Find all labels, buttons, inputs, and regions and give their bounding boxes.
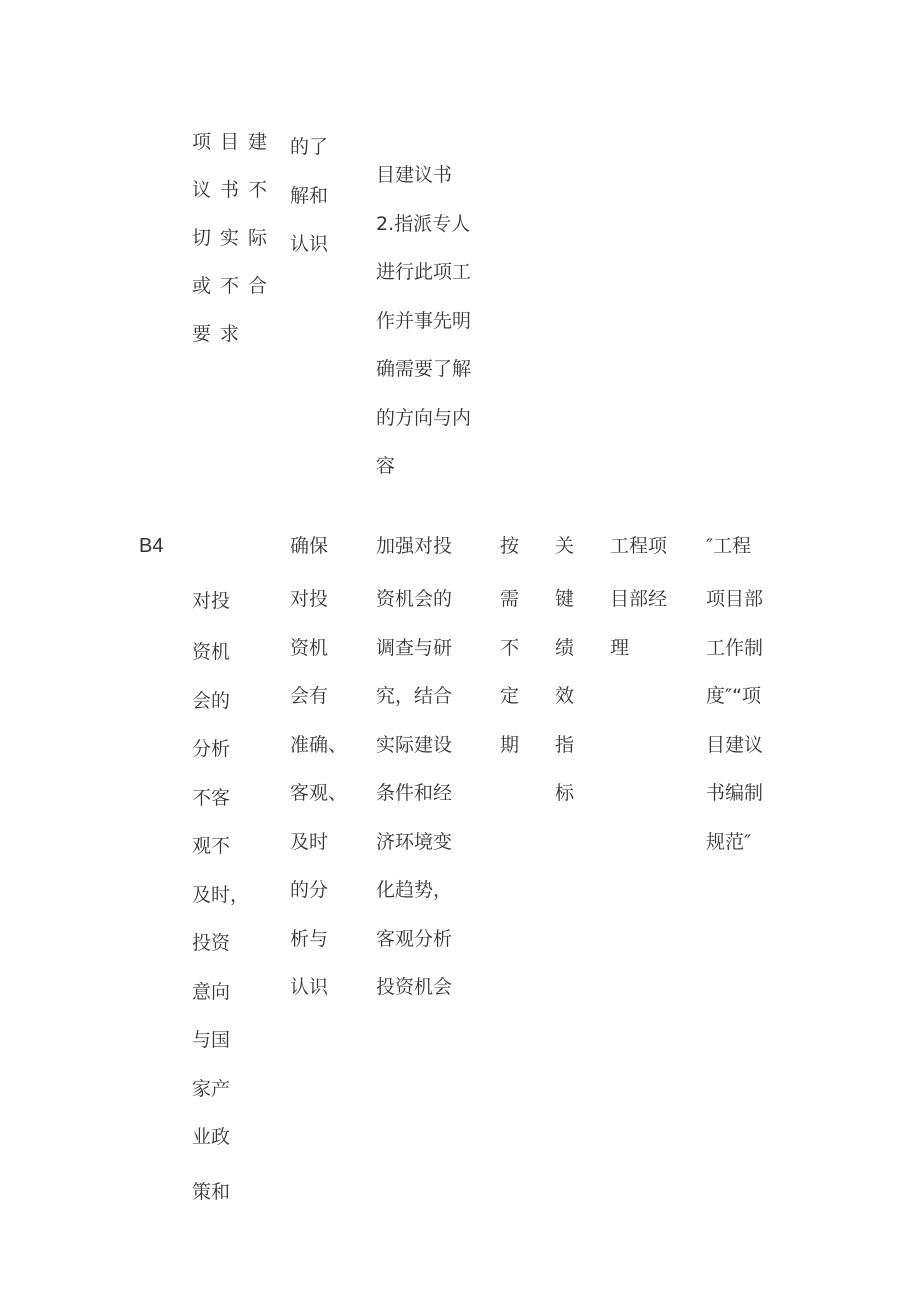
text-line: 加强对投 — [376, 535, 453, 557]
text-line: 定 — [500, 685, 520, 707]
text-line: 及时， — [192, 883, 250, 906]
text-line: 项目部 — [706, 588, 764, 610]
text-line: 调查与研 — [376, 636, 453, 659]
text-line: 理 — [610, 636, 630, 659]
row-id: B4 — [139, 535, 164, 557]
text-line: 绩 — [555, 636, 575, 659]
text-line: 作并事先明 — [376, 309, 472, 332]
responsible-cell — [610, 522, 667, 672]
control-objective-cell — [290, 522, 347, 1012]
kpi-cell — [555, 522, 574, 818]
text-line: 业政 — [192, 1126, 231, 1148]
text-line: 分析 — [192, 738, 231, 760]
text-line: 条件和经 — [376, 782, 453, 804]
text-line: 的方向与内 — [376, 406, 472, 429]
text-line: 确需要了解 — [376, 358, 472, 380]
text-line: 容 — [376, 455, 396, 477]
control-measure-cell — [376, 151, 471, 491]
text-line: 投资 — [192, 932, 231, 954]
text-line: 不客 — [192, 786, 231, 809]
text-line: 的了 — [290, 136, 329, 158]
text-line: 键 — [555, 588, 575, 610]
text-line: 工作制 — [706, 636, 764, 659]
text-line: 的分 — [290, 879, 329, 901]
text-line: 化趋势， — [376, 879, 453, 901]
text-line: 工程项 — [610, 535, 668, 557]
text-line: 与国 — [192, 1029, 231, 1051]
text-line: 目建议 — [706, 733, 764, 756]
text-line: 要求 — [192, 323, 249, 345]
control-measure-cell — [376, 522, 452, 1012]
text-line: 资机 — [192, 641, 231, 663]
text-line: 析与 — [290, 927, 329, 950]
text-line: 标 — [555, 782, 575, 804]
text-line: 按 — [500, 535, 520, 557]
text-line: 目建议书 — [376, 164, 453, 186]
text-line: 解和 — [290, 184, 329, 207]
text-line: 指 — [555, 733, 575, 756]
text-line: 资机会的 — [376, 588, 453, 610]
text-line: 客观分析 — [376, 927, 453, 950]
text-line: 认识 — [290, 233, 329, 255]
text-line: 观不 — [192, 835, 231, 857]
text-line: 资机 — [290, 636, 329, 659]
text-line: 及时 — [290, 830, 329, 853]
text-line: ″工程 — [706, 535, 752, 557]
text-line: 2.指派专人 — [376, 212, 471, 235]
text-line: 或不合 — [192, 275, 277, 297]
text-line: 对投 — [290, 588, 329, 610]
text-line: 议书不 — [192, 179, 277, 201]
text-line: 策和 — [192, 1180, 231, 1203]
text-line: 客观、 — [290, 782, 348, 804]
text-line: 规范″ — [706, 830, 752, 853]
text-line: 不 — [500, 636, 520, 659]
text-line: 家产 — [192, 1077, 231, 1100]
text-line: 目部经 — [610, 588, 668, 610]
text-line: 书编制 — [706, 782, 764, 804]
text-line: 究，结合 — [376, 685, 453, 707]
text-line: 会有 — [290, 685, 329, 707]
text-line: 关 — [555, 535, 575, 557]
text-line: 效 — [555, 685, 575, 707]
text-line: 认识 — [290, 976, 329, 998]
frequency-cell — [500, 522, 519, 769]
text-line: 实际建设 — [376, 733, 453, 756]
risk-description-cell — [192, 575, 249, 1216]
text-line: 会的 — [192, 689, 231, 712]
text-line: 度″“项 — [706, 685, 761, 707]
text-line: 期 — [500, 733, 520, 756]
text-line: 进行此项工 — [376, 261, 472, 283]
text-line: 切实际 — [192, 227, 277, 249]
text-line: 项目建 — [192, 131, 277, 153]
text-line: 投资机会 — [376, 976, 453, 998]
text-line: 准确、 — [290, 733, 348, 756]
text-line: 意向 — [192, 980, 231, 1003]
text-line: 确保 — [290, 535, 329, 557]
reference-document-cell — [706, 522, 763, 866]
text-line: 济环境变 — [376, 830, 453, 853]
control-objective-cell — [290, 123, 328, 269]
risk-description-cell — [192, 118, 276, 358]
text-line: 需 — [500, 588, 520, 610]
text-line: 对投 — [192, 590, 231, 612]
